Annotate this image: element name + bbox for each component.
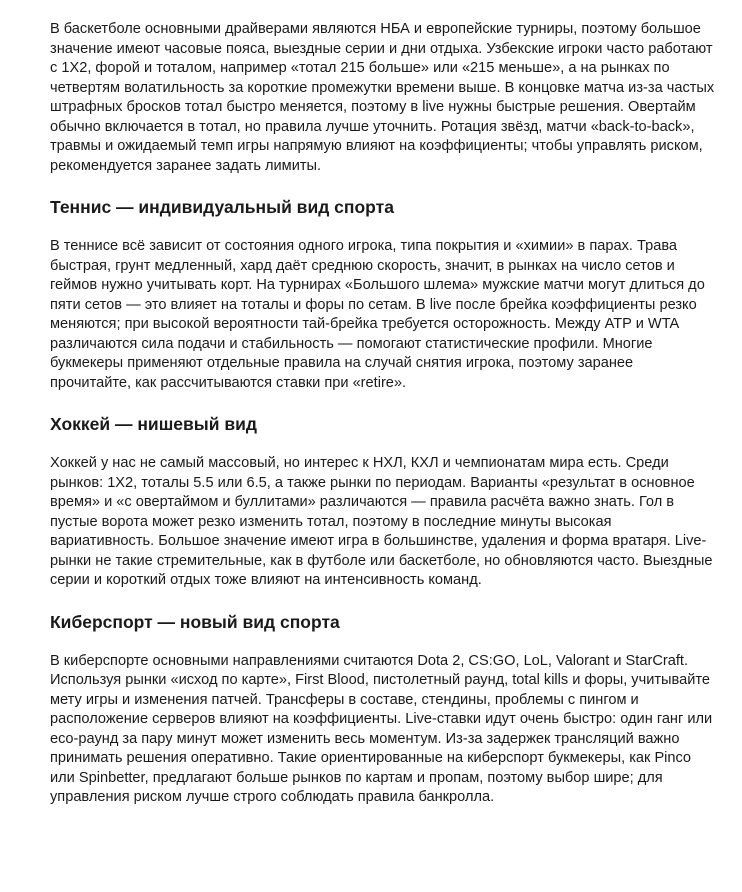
basketball-paragraph: В баскетболе основными драйверами являются НБА и европейские турниры, поэтому большое значение имеют часовые пояса, выездные серии и дни отдыха. Узбекские игроки часто работают с 1X2, форой и тоталом, например «тотал 215 больше» или «215 меньше», а на рынках по четвертям волатильность за короткие промежутки времени выше. В концовке матча из-за частых штрафных бросков тотал быстро меняется, поэтому в live нужны быстрые решения. Овертайм обычно включается в тотал, но правила лучше уточнить. Ротация звёзд, матчи «back-to-back», травмы и ожидаемый темп игры напрямую влияют на коэффициенты; чтобы управлять риском, рекомендуется заранее задать лимиты.	[50, 21, 715, 174]
hockey-heading: Хоккей — нишевый вид	[50, 414, 257, 434]
hockey-paragraph: Хоккей у нас не самый массовый, но интерес к НХЛ, КХЛ и чемпионатам мира есть. Среди рынков: 1X2, тоталы 5.5 или 6.5, а также рынки по периодам. Варианты «результат в основное время» и «с овертаймом и буллитами» различаются — правила расчёта важно знать. Гол в пустые ворота может резко изменить тотал, поэтому в последние минуты высокая вариативность. Большое значение имеют игра в большинстве, удаления и форма вратаря. Live-рынки не такие стремительные, как в футболе или баскетболе, но обновляются часто. Выездные серии и короткий отдых тоже влияют на интенсивность команд.	[50, 455, 713, 588]
esports-paragraph: В киберспорте основными направлениями считаются Dota 2, CS:GO, LoL, Valorant и StarCraft. Используя рынки «исход по карте», First Blood, пистолетный раунд, total kills и форы, учитывайте мету игры и изменения патчей. Трансферы в составе, стендины, проблемы с пингом и расположение серверов влияют на коэффициенты. Live-ставки идут очень быстро: один ганг или eco-раунд за пару минут может изменить весь моментум. Из-за задержек трансляций важно принимать решения оперативно. Такие ориентированные на киберспорт букмекеры, как Pinco или Spinbetter, предлагают больше рынков по картам и пропам, поэтому выбор шире; для управления риском лучше строго соблюдать правила банкролла.	[50, 652, 713, 805]
tennis-paragraph: В теннисе всё зависит от состояния одного игрока, типа покрытия и «химии» в парах. Трава быстрая, грунт медленный, хард даёт среднюю скорость, значит, в рынках на число сетов и геймов нужно учитывать корт. На турнирах «Большого шлема» мужские матчи могут длиться до пяти сетов — это влияет на тоталы и форы по сетам. В live после брейка коэффициенты резко меняются; при высокой вероятности тай-брейка требуется осторожность. Между ATP и WTA различаются сила подачи и стабильность — помогают статистические профили. Многие букмекеры применяют отдельные правила на случай снятия игрока, поэтому заранее прочитайте, как рассчитываются ставки при «retire».	[50, 238, 705, 391]
tennis-heading: Теннис — индивидуальный вид спорта	[50, 197, 394, 217]
esports-heading: Киберспорт — новый вид спорта	[50, 611, 340, 632]
